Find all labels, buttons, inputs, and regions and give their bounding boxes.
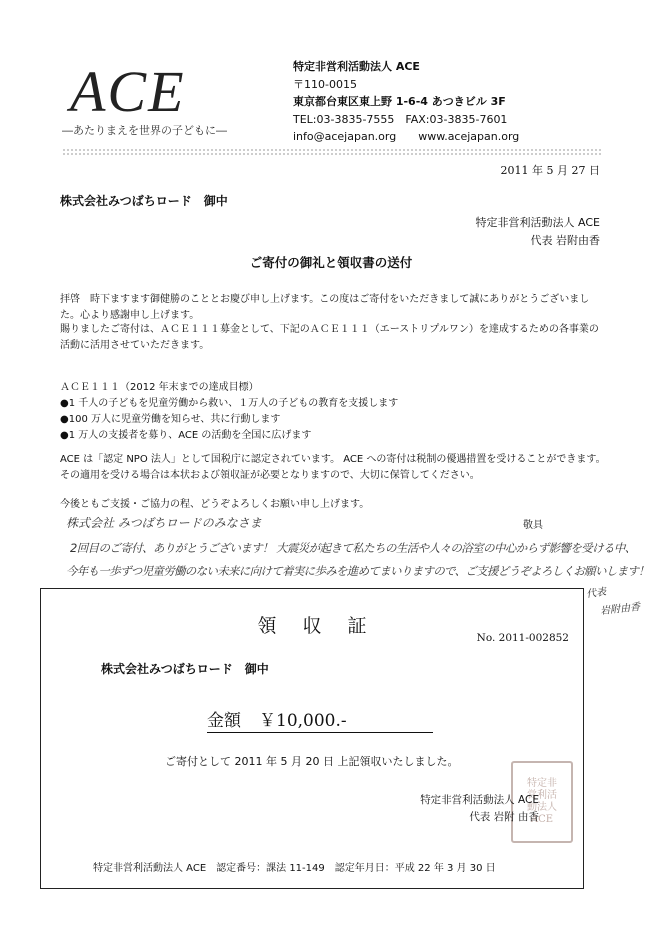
letter-recipient: 株式会社みつばちロード 御中: [60, 194, 228, 208]
receipt-title: 領収証: [257, 615, 393, 637]
letter-paragraph-tax: ACE は「認定 NPO 法人」として国税庁に認定されています。 ACE への寄付は税制の優遇措置を受けることができます。その適用を受ける場合は本状および領収証が必要となりますので、大切に保管してください。: [60, 454, 606, 481]
amount-label: 金額: [207, 711, 241, 731]
ace-logo: ACE: [70, 59, 186, 124]
handwritten-line: 今年も一歩ずつ児童労働のない未来に向けて着実に歩みを進めてまいりますので、ご支援どうぞよろしくお願いします！: [66, 564, 649, 578]
seal-text: 動法人: [527, 802, 557, 813]
receipt-recipient: 株式会社みつばちロード 御中: [101, 662, 269, 676]
sender-representative: 代表 岩附由香: [530, 234, 600, 247]
amount-value: ￥10,000.-: [259, 711, 347, 731]
goals-list: [60, 380, 398, 444]
goal-item: ●100 万人に児童労働を知らせ、共に行動します: [60, 414, 281, 425]
goal-item: ●1 千人の子どもを児童労働から救い、１万人の子どもの教育を支援します: [60, 398, 399, 409]
org-address: 東京都台東区東上野 1-6-4 あつきビル 3F: [293, 95, 506, 108]
receipt-amount-line: [207, 706, 433, 733]
letter-paragraph-greeting: 拝啓 時下ますます御健勝のこととお慶び申し上げます。この度はご寄付をいただきまして誠にありがとうございました。心より感謝申し上げます。: [60, 294, 590, 321]
letter-date: 2011 年 5 月 27 日: [500, 164, 600, 177]
letter-title: ご寄付の御礼と領収書の送付: [249, 255, 413, 270]
handwritten-signature-title: 代表: [585, 586, 607, 601]
handwritten-signature-name: 岩附由香: [599, 601, 641, 618]
seal-text: ACE: [530, 814, 554, 825]
goals-heading: ＡＣＥ１１１（2012 年末までの達成目標）: [60, 382, 259, 393]
letter-paragraph-closing: 今後ともご支援・ご協力の程、どうぞよろしくお願い申し上げます。: [60, 499, 370, 510]
org-contact-block: [293, 58, 519, 146]
org-postal: 〒110-0015: [293, 77, 357, 91]
org-email-web: info@acejapan.org www.acejapan.org: [293, 130, 520, 143]
seal-text: 特定非: [527, 778, 557, 789]
receipt-number: No. 2011-002852: [476, 632, 569, 644]
receipt-representative: 代表 岩附 由香: [469, 811, 539, 823]
certification-info: 特定非営利活動法人 ACE 認定番号：課法 11-149 認定年月日：平成 22 年 3 月 30 日: [93, 863, 496, 874]
logo-tagline: ―あたりまえを世界の子どもに―: [62, 124, 227, 137]
org-name: 特定非営利活動法人 ACE: [293, 60, 420, 73]
receipt-box: [40, 588, 584, 889]
sender-org: 特定非営利活動法人 ACE: [475, 216, 600, 229]
handwritten-salutation: 株式会社 みつばちロードのみなさま: [66, 516, 262, 530]
closing-word: 敬具: [523, 520, 543, 531]
dotted-divider: [62, 148, 602, 156]
receipt-received-text: ご寄付として 2011 年 5 月 20 日 上記領収いたしました。: [165, 755, 459, 768]
org-phone-fax: TEL:03-3835-7555 FAX:03-3835-7601: [293, 112, 508, 126]
receipt-org: 特定非営利活動法人 ACE: [420, 794, 539, 806]
seal-text: 営利活: [527, 790, 557, 801]
goal-item: ●1 万人の支援者を募り、ACE の活動を全国に広げます: [60, 430, 312, 441]
letter-paragraph-usage: 賜りましたご寄付は、ＡＣＥ１１１募金として、下記のＡＣＥ１１１（エーストリプルワン）を達成するための各事業の活動に活用させていただきます。: [60, 324, 599, 351]
handwritten-line: 2回目のご寄付、ありがとうございます！ 大震災が起きて私たちの生活や人々の浴室の中心からず影響を受ける中、: [70, 541, 636, 555]
